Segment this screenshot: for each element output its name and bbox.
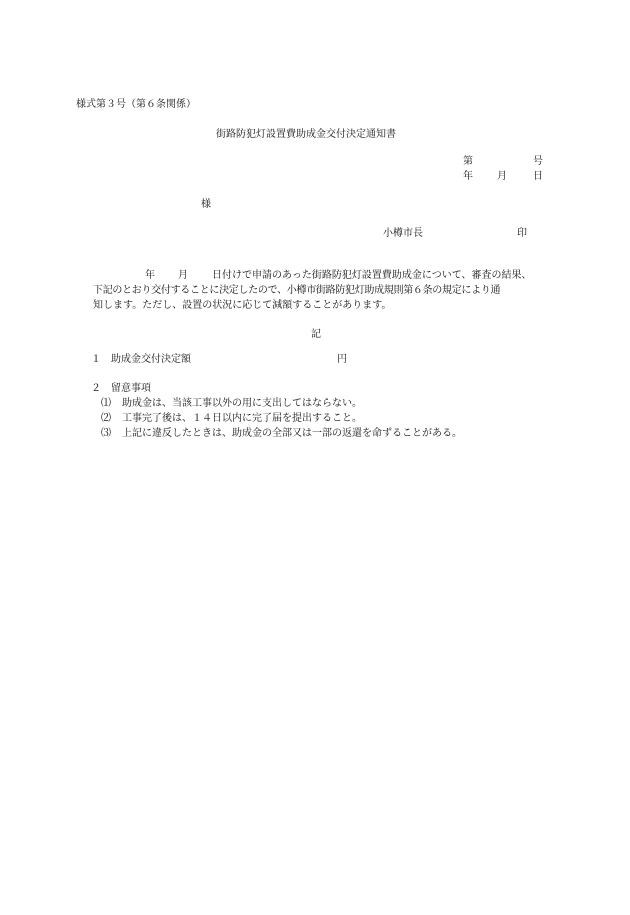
body-line-1: 日付けで申請のあった街路防犯灯設置費助成金について、審査の結果、: [212, 270, 532, 281]
note-3-text: 上記に違反したときは、助成金の全部又は一部の返還を命ずることがある。: [122, 428, 462, 439]
note-2-text: 工事完了後は、１４日以内に完了届を提出すること。: [122, 413, 362, 424]
ki-heading: 記: [311, 329, 321, 340]
item2-number: ２: [91, 383, 101, 394]
date-year: 年: [463, 171, 473, 182]
document-title: 街路防犯灯設置費助成金交付決定通知書: [216, 129, 396, 140]
date-day: 日: [533, 171, 543, 182]
item1-label: 助成金交付決定額: [111, 354, 191, 365]
body-year: 年: [145, 270, 155, 281]
sender-name: 小樽市長: [383, 228, 423, 239]
note-3-marker: ⑶: [101, 428, 111, 439]
item2-label: 留意事項: [111, 383, 151, 394]
body-line-2: 下記のとおり交付することに決定したので、小樽市街路防犯灯助成規則第６条の規定により通: [93, 285, 501, 296]
note-1-text: 助成金は、当該工事以外の用に支出してはならない。: [122, 398, 362, 409]
addressee-suffix: 様: [201, 199, 211, 210]
body-month: 月: [178, 270, 188, 281]
form-label: 様式第３号（第６条関係）: [76, 99, 196, 110]
item1-unit: 円: [337, 354, 347, 365]
number-prefix: 第: [463, 156, 473, 167]
date-month: 月: [497, 171, 507, 182]
seal-mark: 印: [517, 228, 527, 239]
number-suffix: 号: [533, 156, 543, 167]
item1-number: １: [91, 354, 101, 365]
body-line-3: 知します。ただし、設置の状況に応じて減額することがあります。: [93, 300, 392, 311]
note-1-marker: ⑴: [101, 398, 111, 409]
note-2-marker: ⑵: [101, 413, 111, 424]
